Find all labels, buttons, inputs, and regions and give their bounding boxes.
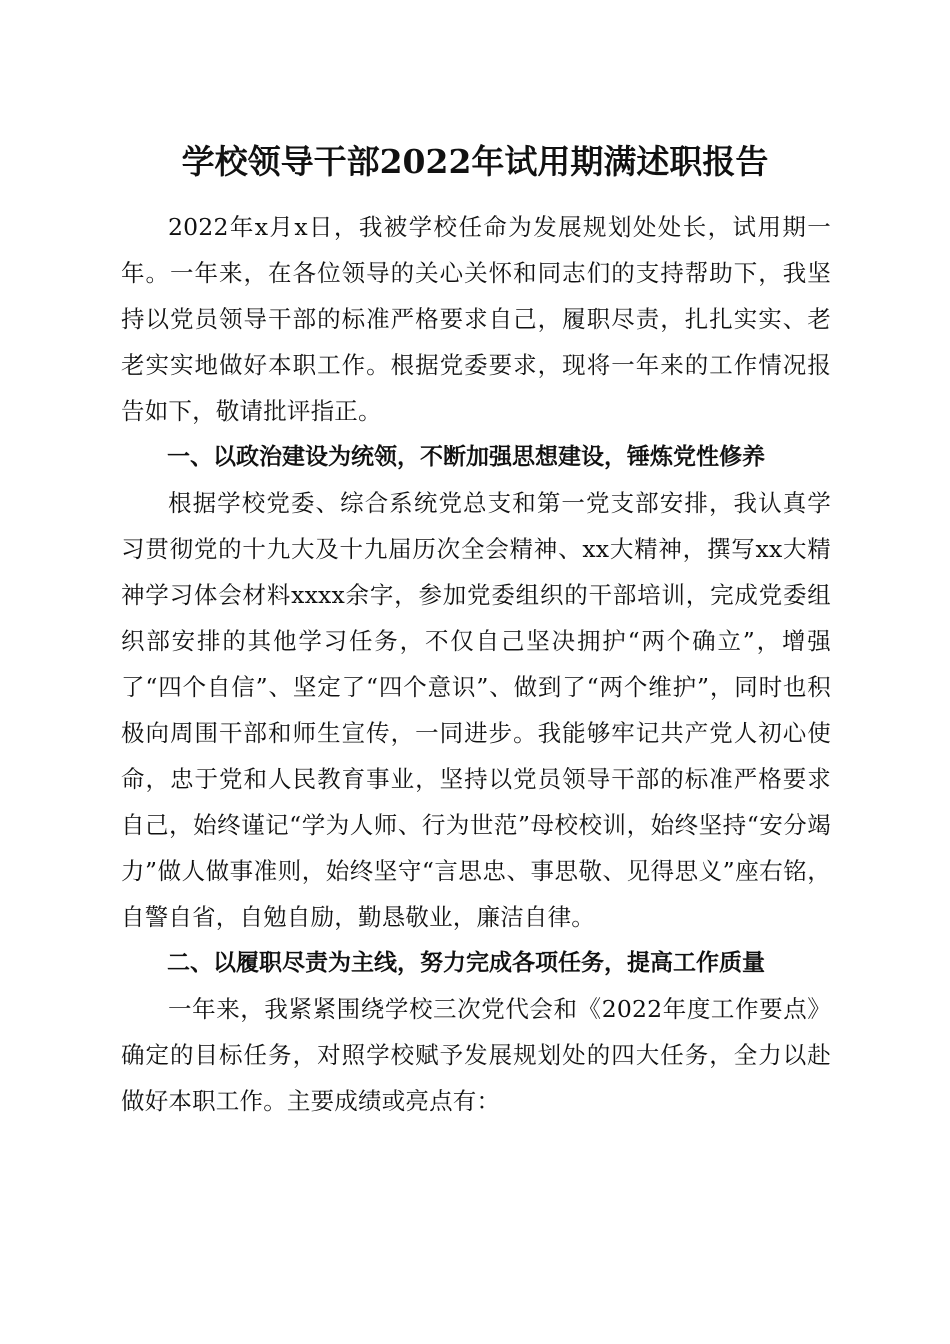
intro-paragraph: 2022年x月x日，我被学校任命为发展规划处处长，试用期一年。一年来，在各位领导的关心关怀和同志们的支持帮助下，我坚持以党员领导干部的标准严格要求自己，履职尽责，扎扎实实、老老实实地做好本职工作。根据党委要求，现将一年来的工作情况报告如下，敬请批评指正。 (121, 213, 831, 425)
section-2-paragraph: 一年来，我紧紧围绕学校三次党代会和《2022年度工作要点》确定的目标任务，对照学校赋予发展规划处的四大任务，全力以赴做好本职工作。主要成绩或亮点有： (121, 995, 831, 1115)
section-2-heading: 二、以履职尽责为主线，努力完成各项任务，提高工作质量 (167, 950, 765, 976)
section-1-paragraph: 根据学校党委、综合系统党总支和第一党支部安排，我认真学习贯彻党的十九大及十九届历次全会精神、xx大精神，撰写xx大精神学习体会材料xxxx余字，参加党委组织的干部培训，完成党委组织部安排的其他学习任务，不仅自己坚决拥护“两个确立”，增强了“四个自信”、坚定了“四个意识”、做到了“两个维护”，同时也积极向周围干部和师生宣传，一同进步。我能够牢记共产党人初心使命，忠于党和人民教育事业，坚持以党员领导干部的标准严格要求自己，始终谨记“学为人师、行为世范”母校校训，始终坚持“安分竭力”做人做事准则，始终坚守“言思忠、事思敬、见得思义”座右铭，自警自省，自勉自励，勤恳敬业，廉洁自律。 (121, 489, 831, 931)
section-1-heading: 一、以政治建设为统领，不断加强思想建设，锤炼党性修养 (167, 444, 765, 470)
document-body (121, 204, 831, 1124)
document-title: 学校领导干部2022年试用期满述职报告 (181, 142, 769, 181)
